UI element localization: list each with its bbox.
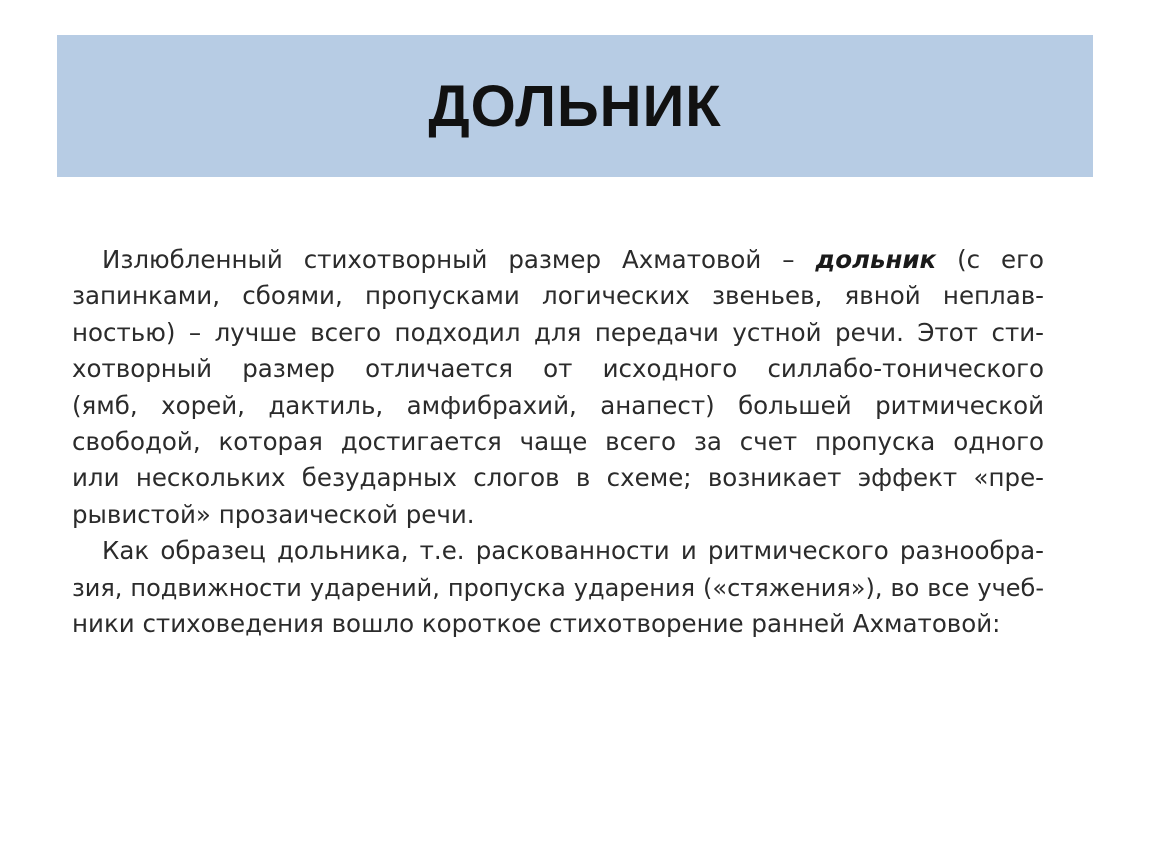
- text-line: хотворный размер отличается от исходного силлабо-тонического: [72, 354, 1044, 384]
- slide-title: ДОЛЬНИК: [428, 73, 722, 139]
- text-line: (ямб, хорей, дактиль, амфибрахий, анапест) большей ритмической: [72, 390, 1044, 420]
- paragraph-1: [72, 242, 1044, 533]
- text-line: свободой, которая достигается чаще всего за счет пропуска одного: [72, 426, 1044, 456]
- text-line: Как образец дольника, т.е. раскованности и ритмического разнообра-: [102, 536, 1044, 566]
- text-line: запинками, сбоями, пропусками логических звеньев, явной неплав-: [72, 281, 1044, 311]
- text-line: рывистой» прозаической речи.: [72, 499, 475, 529]
- paragraph-2: [72, 533, 1044, 642]
- text-line: ностью) – лучше всего подходил для передачи устной речи. Этот сти-: [72, 317, 1044, 347]
- title-banner: [57, 35, 1093, 177]
- text-line: [72, 242, 1044, 278]
- text-segment: Излюбленный стихотворный размер Ахматовой –: [102, 245, 816, 274]
- text-line: или нескольких безударных слогов в схеме; возникает эффект «пре-: [72, 463, 1044, 493]
- text-line: зия, подвижности ударений, пропуска ударения («стяжения»), во все учеб-: [72, 573, 1044, 602]
- scanned-text-block: [72, 242, 1044, 642]
- text-segment: (с его: [936, 245, 1044, 274]
- text-line: ники стиховедения вошло короткое стихотворение ранней Ахматовой:: [72, 608, 1001, 638]
- term-dolnik: дольник: [815, 245, 937, 274]
